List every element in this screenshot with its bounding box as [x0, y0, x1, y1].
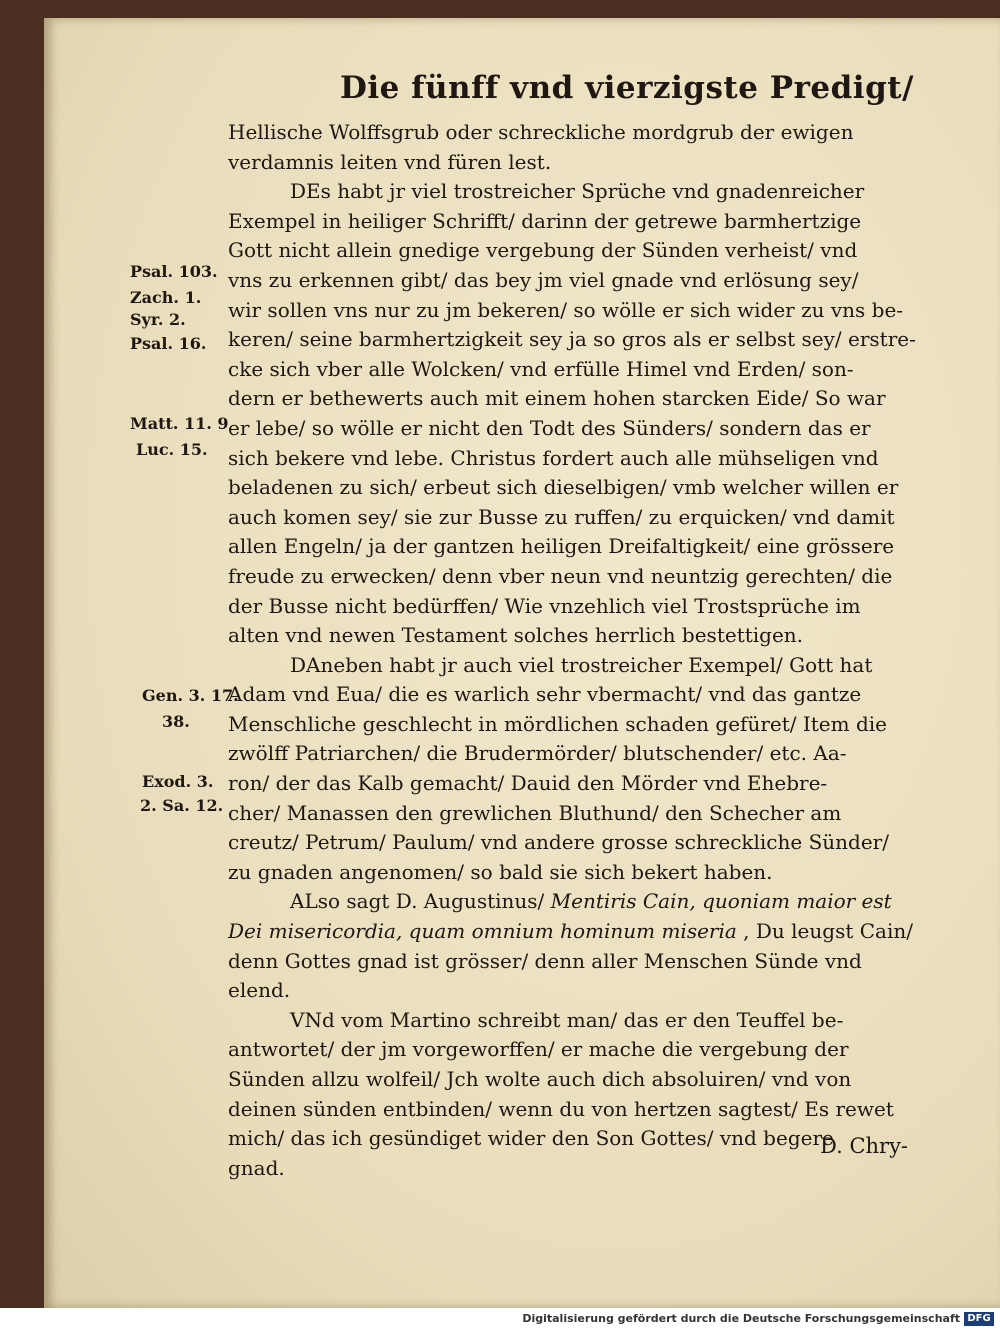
text-line: denn Gottes gnad ist grösser/ denn aller Menschen Sünde vnd — [228, 948, 862, 973]
margin-reference: 38. — [162, 712, 190, 731]
body-text — [228, 118, 968, 1183]
text-line: mich/ das ich gesündiget wider den Son Gottes/ vnd begere — [228, 1126, 834, 1151]
text-line: Menschliche geschlecht in mördlichen schaden gefüret/ Item die — [228, 711, 887, 736]
margin-reference: 2. Sa. 12. — [140, 796, 224, 815]
text-line: creutz/ Petrum/ Paulum/ vnd andere grosse schreckliche Sünder/ — [228, 830, 889, 855]
text-line: alten vnd newen Testament solches herrlich bestettigen. — [228, 623, 804, 648]
text-line: Hellische Wolffsgrub oder schreckliche mordgrub der ewigen — [228, 120, 854, 144]
text-line: wir sollen vns nur zu jm bekeren/ so wölle er sich wider zu vns be- — [228, 297, 904, 322]
text-line: DAneben habt jr auch viel trostreicher Exempel/ Gott hat — [290, 652, 873, 677]
text-line: gnad. — [228, 1155, 285, 1180]
text-line: ron/ der das Kalb gemacht/ Dauid den Mörder vnd Ehebre- — [228, 771, 828, 796]
text-line: elend. — [228, 978, 291, 1003]
text-line: Dei misericordia, quam omnium hominum miseria , Du leugst Cain/ — [228, 919, 913, 944]
running-head: Die fünff vnd vierzigste Predigt/ — [340, 70, 914, 106]
text-line: allen Engeln/ ja der gantzen heiligen Dreifaltigkeit/ eine grössere — [228, 534, 895, 559]
text-line: VNd vom Martino schreibt man/ das er den Teuffel be- — [290, 1007, 844, 1032]
margin-reference: Psal. 103. — [130, 262, 218, 281]
text-line: auch komen sey/ sie zur Busse zu ruffen/ zu erquicken/ vnd damit — [228, 504, 895, 529]
text-line: Sünden allzu wolfeil/ Jch wolte auch dich absoluiren/ vnd von — [228, 1067, 852, 1091]
margin-reference: Exod. 3. — [142, 772, 214, 791]
text-line: Exempel in heiliger Schrifft/ darinn der getrewe barmhertzige — [228, 208, 862, 233]
margin-reference: Luc. 15. — [136, 440, 208, 459]
text-line: beladenen zu sich/ erbeut sich dieselbigen/ vmb welcher willen er — [228, 475, 899, 500]
margin-reference: Syr. 2. — [130, 310, 186, 329]
funding-credit: Digitalisierung gefördert durch die Deutsche Forschungsgemeinschaft — [522, 1312, 960, 1325]
text-line: deinen sünden entbinden/ wenn du von hertzen sagtest/ Es rewet — [228, 1096, 894, 1121]
dfg-logo: DFG — [964, 1312, 994, 1326]
text-line: zu gnaden angenomen/ so bald sie sich bekert haben. — [228, 859, 773, 884]
catchword: D. Chry- — [820, 1134, 909, 1158]
text-line: er lebe/ so wölle er nicht den Todt des Sünders/ sondern das er — [228, 415, 871, 440]
text-line: Gott nicht allein gnedige vergebung der Sünden verheist/ vnd — [228, 238, 858, 263]
text-line: keren/ seine barmhertzigkeit sey ja so gros als er selbst sey/ erstre- — [228, 327, 916, 352]
text-line: vns zu erkennen gibt/ das bey jm viel gnade vnd erlösung sey/ — [228, 267, 859, 292]
text-line: cher/ Manassen den grewlichen Bluthund/ den Schecher am — [228, 800, 842, 825]
margin-reference: Gen. 3. 17. — [142, 686, 239, 705]
text-line: antwortet/ der jm vorgeworffen/ er mache die vergebung der — [228, 1037, 849, 1062]
text-line: dern er bethewerts auch mit einem hohen starcken Eide/ So war — [228, 386, 886, 411]
margin-reference: Matt. 11. 9 — [130, 414, 229, 433]
text-line: cke sich vber alle Wolcken/ vnd erfülle Himel vnd Erden/ son- — [228, 356, 854, 381]
text-line: freude zu erwecken/ denn vber neun vnd neuntzig gerechten/ die — [228, 563, 893, 588]
margin-reference: Psal. 16. — [130, 334, 207, 353]
text-line: verdamnis leiten vnd füren lest. — [228, 149, 552, 174]
margin-reference: Zach. 1. — [130, 288, 202, 307]
text-line: Adam vnd Eua/ die es warlich sehr vbermacht/ vnd das gantze — [228, 682, 862, 707]
text-line: DEs habt jr viel trostreicher Sprüche vnd gnadenreicher — [290, 179, 865, 204]
text-line: sich bekere vnd lebe. Christus fordert auch alle mühseligen vnd — [228, 445, 879, 470]
text-line: zwölff Patriarchen/ die Brudermörder/ blutschender/ etc. Aa- — [228, 741, 847, 766]
text-line: der Busse nicht bedürffen/ Wie vnzehlich viel Trostsprüche im — [228, 593, 861, 618]
footer — [0, 1308, 1000, 1330]
text-line: ALso sagt D. Augustinus/ Mentiris Cain, quoniam maior est — [290, 889, 892, 914]
